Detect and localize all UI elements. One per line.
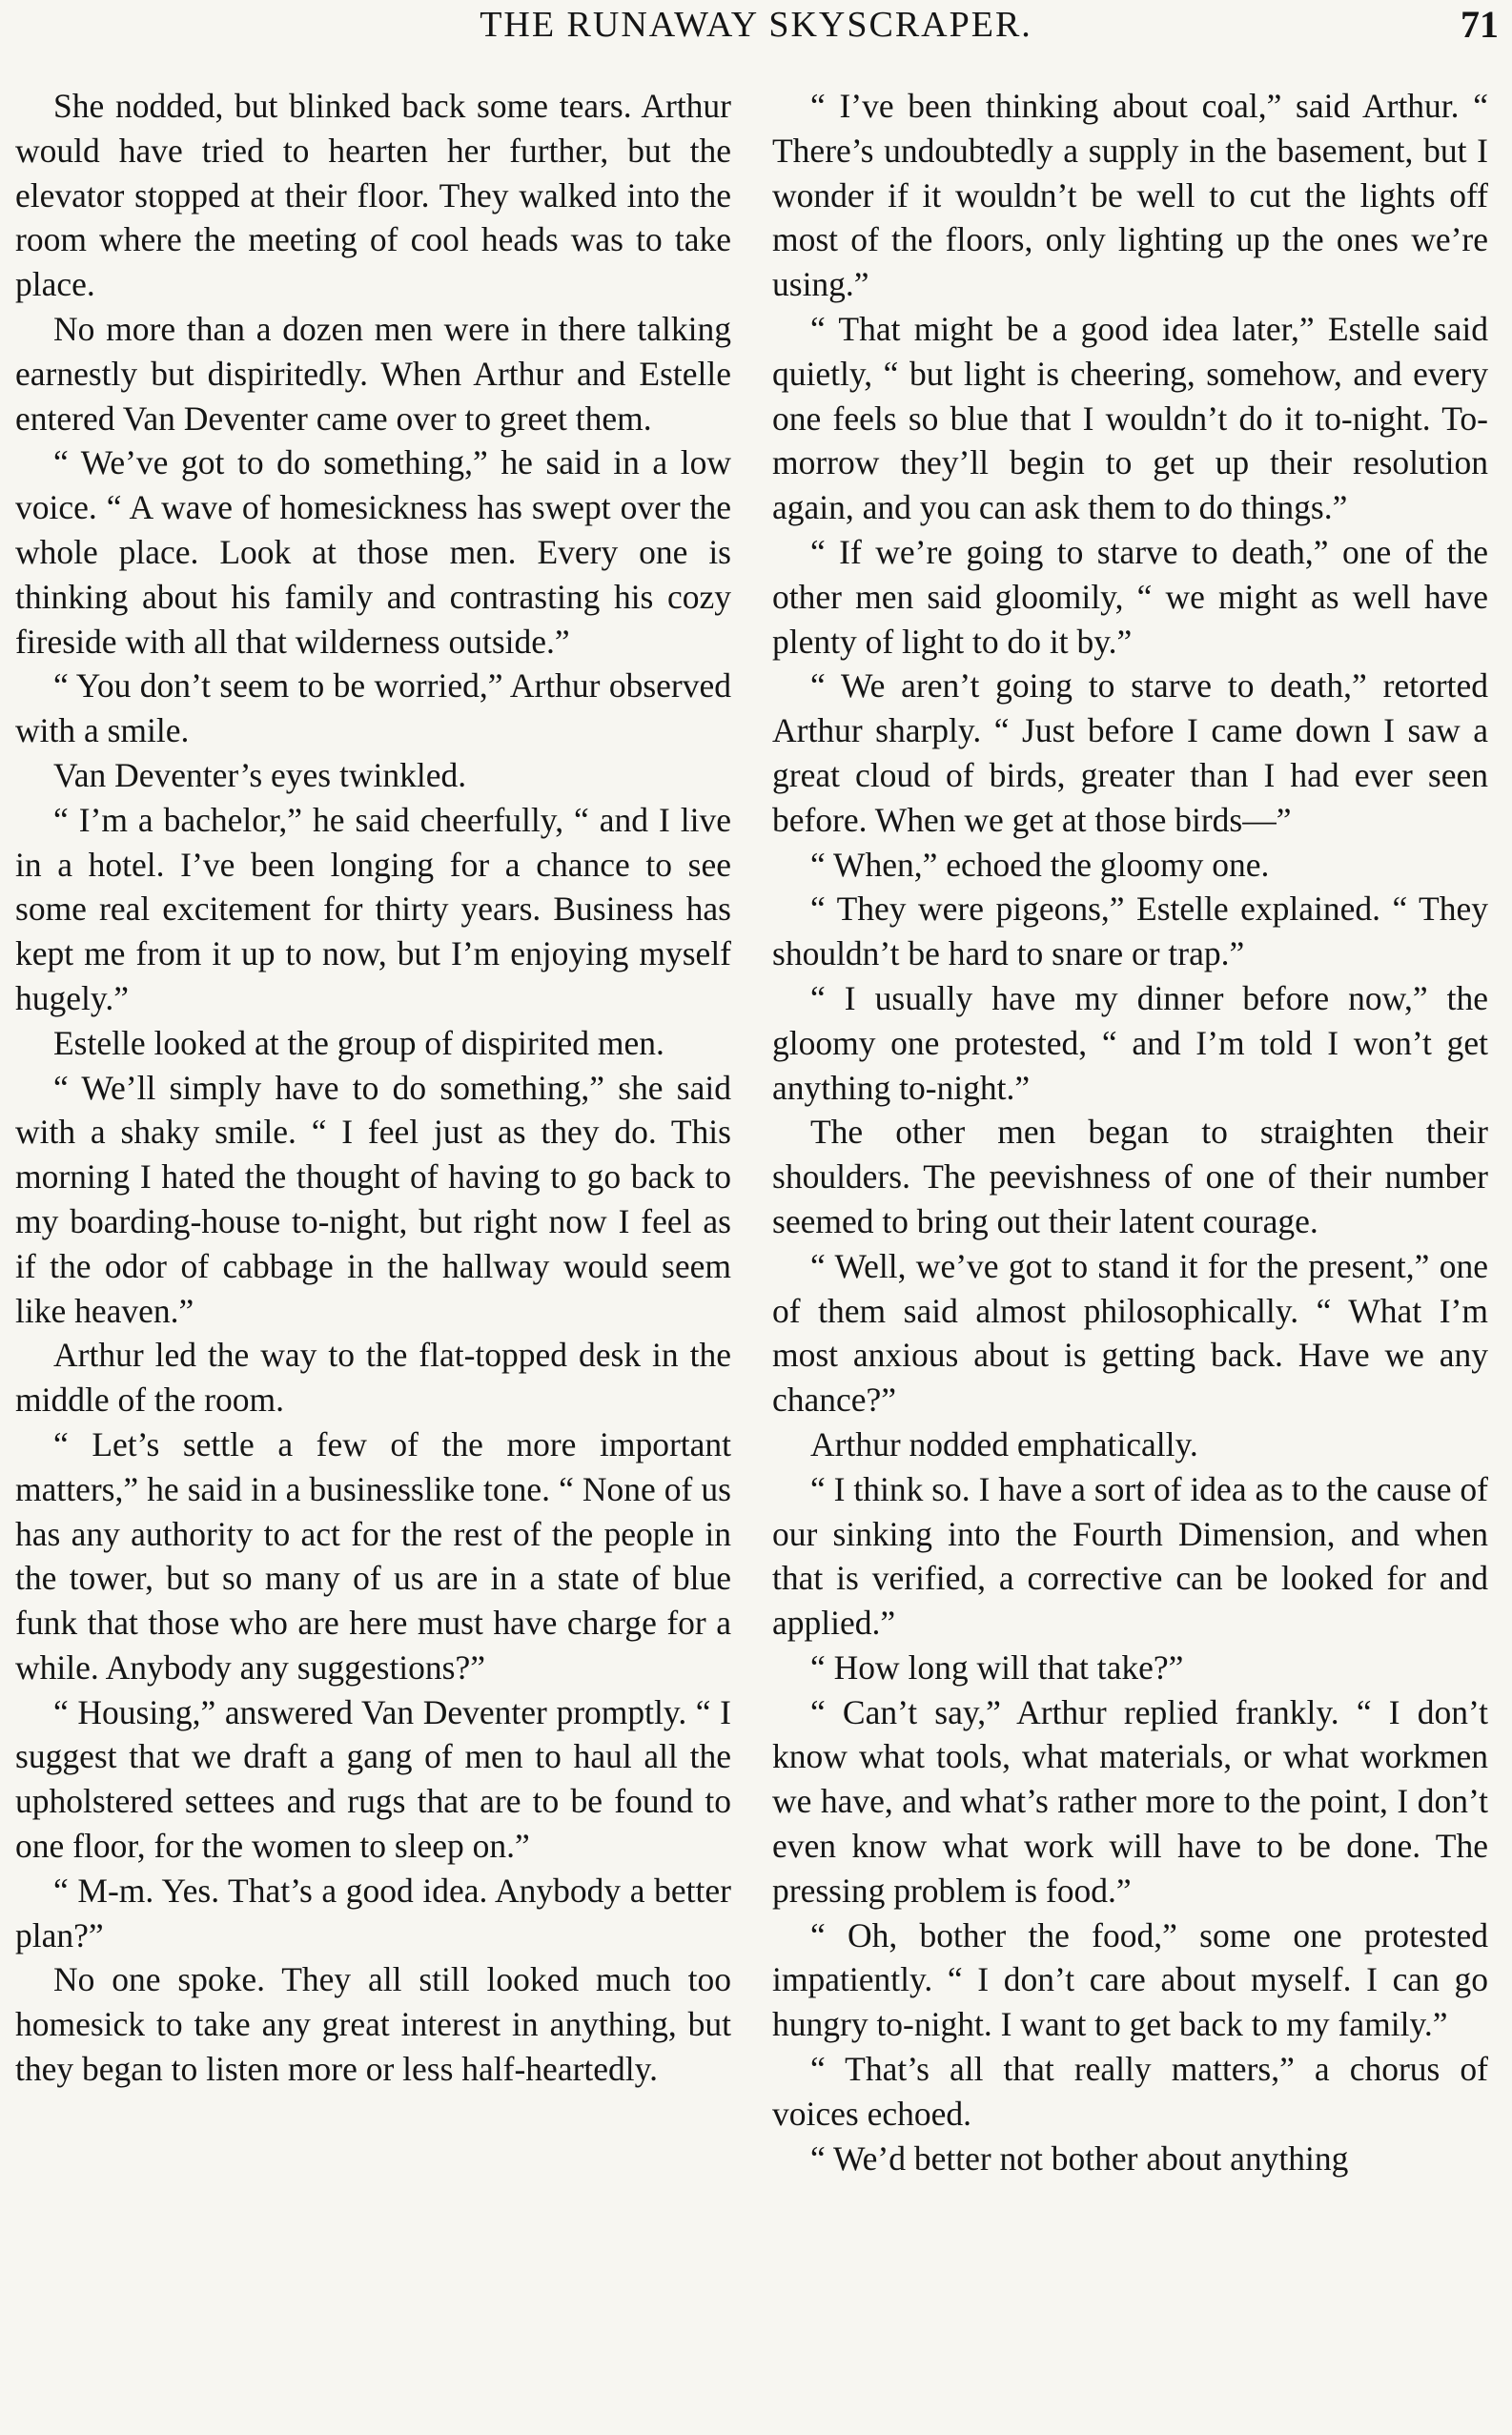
paragraph: Arthur nodded emphatically. — [810, 1424, 1198, 1463]
paragraph: “ They were pigeons,” Estelle explained. “ They shouldn’t be hard to snare or trap.” — [772, 890, 1488, 973]
paragraph: “ Let’s settle a few of the more important matters,” he said in a businesslike tone. “ None of us has any authority to act for the rest of the people in the tower, but so many of us are in a state of blue funk that those who are here must have charge for a while. Anybody any suggestions?” — [15, 1424, 731, 1687]
paragraph: Arthur led the way to the flat-topped desk in the middle of the room. — [15, 1336, 731, 1420]
paragraph: “ I think so. I have a sort of idea as to the cause of our sinking into the Fourth Dimension, and when that is verified, a corrective can be looked for and applied.” — [772, 1469, 1488, 1643]
paragraph: She nodded, but blinked back some tears. Arthur would have tried to hearten her further, but the elevator stopped at their floor. They walked into the room where the meeting of cool heads was to take place. — [15, 87, 731, 304]
paragraph: Estelle looked at the group of dispirited men. — [53, 1023, 664, 1062]
paragraph: “ We’ll simply have to do something,” she said with a shaky smile. “ I feel just as they do. This morning I hated the thought of having to go back to my boarding-house to-night, but right now I feel as if the odor of cabbage in the hallway would seem like heaven.” — [15, 1068, 731, 1330]
paragraph: No more than a dozen men were in there talking earnestly but dispiritedly. When Arthur and Estelle entered Van Deventer came over to greet them. — [15, 309, 731, 438]
paragraph: “ How long will that take?” — [810, 1647, 1184, 1687]
paragraph: No one spoke. They all still looked much too homesick to take any great interest in anything, but they began to listen more or less half-heartedly. — [15, 1960, 731, 2089]
paragraph: “ I’ve been thinking about coal,” said Arthur. “ There’s undoubtedly a supply in the basement, but I wonder if it wouldn’t be well to cut the lights off most of the floors, only lighting up the ones we’re using.” — [772, 87, 1488, 304]
right-column — [772, 84, 1488, 2180]
paragraph: The other men began to straighten their shoulders. The peevishness of one of their number seemed to bring out their latent courage. — [772, 1113, 1488, 1240]
paragraph: “ That’s all that really matters,” a chorus of voices echoed. — [772, 2050, 1488, 2133]
running-title: THE RUNAWAY SKYSCRAPER. — [480, 5, 1032, 45]
paragraph: “ I’m a bachelor,” he said cheerfully, “ and I live in a hotel. I’ve been longing for a chance to see some real excitement for thirty years. Business has kept me from it up to now, but I’m enjoying myself hugely.” — [15, 800, 731, 1017]
paragraph: “ M-m. Yes. That’s a good idea. Anybody a better plan?” — [15, 1871, 731, 1954]
page-number: 71 — [1461, 3, 1499, 46]
left-column — [15, 84, 731, 2092]
running-header — [0, 0, 1512, 46]
paragraph: “ You don’t seem to be worried,” Arthur observed with a smile. — [15, 666, 731, 750]
paragraph: “ If we’re going to starve to death,” one of the other men said gloomily, “ we might as well have plenty of light to do it by.” — [772, 532, 1488, 661]
paragraph: “ We’d better not bother about anything — [810, 2138, 1349, 2178]
paragraph: “ I usually have my dinner before now,” the gloomy one protested, “ and I’m told I won’t get anything to-night.” — [772, 978, 1488, 1107]
paragraph: “ When,” echoed the gloomy one. — [810, 845, 1270, 884]
paragraph: “ Can’t say,” Arthur replied frankly. “ I don’t know what tools, what materials, or what workmen we have, and what’s rather more to the point, I don’t even know what work will have to be done. The pressing problem is food.” — [772, 1692, 1488, 1910]
paragraph: “ Oh, bother the food,” some one protested impatiently. “ I don’t care about myself. I can go hungry to-night. I want to get back to my family.” — [772, 1915, 1488, 2044]
paragraph: Van Deventer’s eyes twinkled. — [53, 755, 467, 794]
paragraph: “ Housing,” answered Van Deventer promptly. “ I suggest that we draft a gang of men to haul all the upholstered settees and rugs that are to be found to one floor, for the women to sleep on.” — [15, 1692, 731, 1866]
paragraph: “ We’ve got to do something,” he said in a low voice. “ A wave of homesickness has swept over the whole place. Look at those men. Every one is thinking about his family and contrasting his cozy fireside with all that wilderness outside.” — [15, 443, 731, 661]
paragraph: “ We aren’t going to starve to death,” retorted Arthur sharply. “ Just before I came down I saw a great cloud of birds, greater than I had ever seen before. When we get at those birds—” — [772, 666, 1488, 839]
paragraph: “ That might be a good idea later,” Estelle said quietly, “ but light is cheering, somehow, and every one feels so blue that I wouldn’t do it to-night. To-morrow they’ll begin to get up their resolution again, and you can ask them to do things.” — [772, 309, 1488, 527]
paragraph: “ Well, we’ve got to stand it for the present,” one of them said almost philosophically. “ What I’m most anxious about is getting back. Have we any chance?” — [772, 1246, 1488, 1420]
